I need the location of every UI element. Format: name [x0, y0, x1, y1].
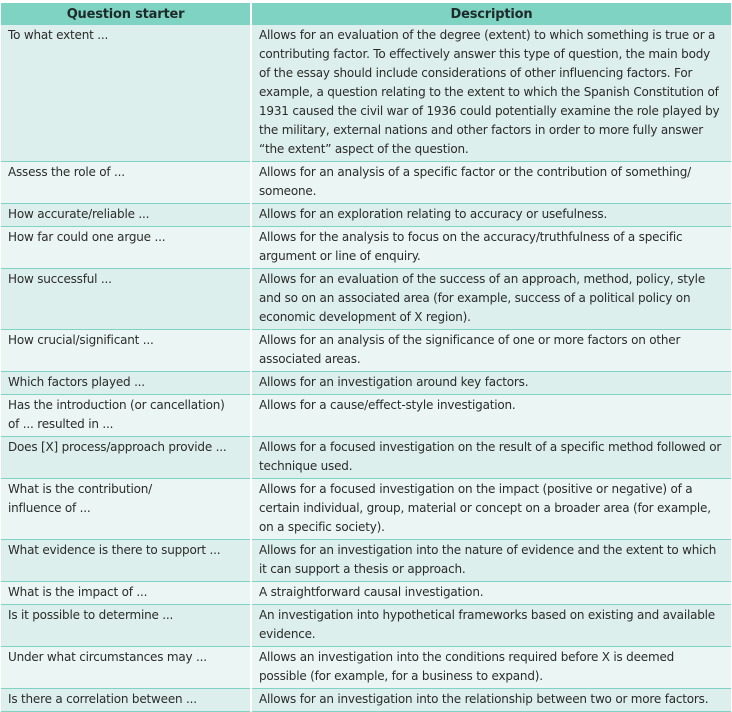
description-cell: Allows for a focused investigation on the result of a specific method followed or technique used.	[251, 437, 731, 479]
question-starter-cell: How accurate/reliable ...	[1, 204, 251, 227]
question-starter-cell: Is there a correlation between ...	[1, 689, 251, 712]
description-cell: Allows for an analysis of the significance of one or more factors on other associated areas.	[251, 330, 731, 372]
description-cell: Allows for an exploration relating to accuracy or usefulness.	[251, 204, 731, 227]
table-row	[1, 204, 731, 227]
table-row	[1, 689, 731, 712]
question-starter-cell: What is the impact of ...	[1, 582, 251, 605]
header-question-starter: Question starter	[1, 3, 251, 25]
table-row	[1, 605, 731, 647]
question-starter-cell: To what extent ...	[1, 25, 251, 162]
header-description: Description	[251, 3, 731, 25]
question-starter-cell: Does [X] process/approach provide ...	[1, 437, 251, 479]
question-starter-cell: How successful ...	[1, 269, 251, 330]
description-cell: Allows for an evaluation of the degree (extent) to which something is true or a contributing factor. To effectively answer this type of question, the main body of the essay should include considerations of other influencing factors. For example, a question relating to the extent to which the Spanish Constitution of 1931 caused the civil war of 1936 could potentially examine the role played by the military, external nations and other factors in order to more fully answer “the extent” aspect of the question.	[251, 25, 731, 162]
question-starter-cell: How crucial/significant ...	[1, 330, 251, 372]
description-cell: Allows for an evaluation of the success of an approach, method, policy, style and so on an associated area (for example, success of a political policy on economic development of X region).	[251, 269, 731, 330]
description-cell: Allows for the analysis to focus on the accuracy/truthfulness of a specific argument or line of enquiry.	[251, 227, 731, 269]
question-starter-cell: Is it possible to determine ...	[1, 605, 251, 647]
table-row	[1, 25, 731, 162]
table-row	[1, 372, 731, 395]
description-cell: Allows for an investigation around key factors.	[251, 372, 731, 395]
question-starter-cell: Has the introduction (or cancellation) of ... resulted in ...	[1, 395, 251, 437]
question-starter-cell: What is the contribution/ influence of ...	[1, 479, 251, 540]
table-row	[1, 479, 731, 540]
description-cell: Allows for a cause/effect-style investigation.	[251, 395, 731, 437]
table-row	[1, 647, 731, 689]
table-row	[1, 227, 731, 269]
question-starter-cell: Which factors played ...	[1, 372, 251, 395]
question-starter-cell: How far could one argue ...	[1, 227, 251, 269]
description-cell: Allows for an analysis of a specific factor or the contribution of something/ someone.	[251, 162, 731, 204]
question-starter-cell: What evidence is there to support ...	[1, 540, 251, 582]
table-row	[1, 437, 731, 479]
description-cell: An investigation into hypothetical frameworks based on existing and available evidence.	[251, 605, 731, 647]
description-cell: Allows for an investigation into the relationship between two or more factors.	[251, 689, 731, 712]
question-starter-table	[1, 3, 731, 712]
table-row	[1, 395, 731, 437]
table-row	[1, 582, 731, 605]
table-row	[1, 330, 731, 372]
table-header-row	[1, 3, 731, 25]
question-starter-cell: Assess the role of ...	[1, 162, 251, 204]
table-row	[1, 540, 731, 582]
description-cell: A straightforward causal investigation.	[251, 582, 731, 605]
description-cell: Allows an investigation into the conditions required before X is deemed possible (for example, for a business to expand).	[251, 647, 731, 689]
description-cell: Allows for an investigation into the nature of evidence and the extent to which it can support a thesis or approach.	[251, 540, 731, 582]
question-starter-cell: Under what circumstances may ...	[1, 647, 251, 689]
table-row	[1, 269, 731, 330]
description-cell: Allows for a focused investigation on the impact (positive or negative) of a certain individual, group, material or concept on a broader area (for example, on a specific society).	[251, 479, 731, 540]
table-row	[1, 162, 731, 204]
